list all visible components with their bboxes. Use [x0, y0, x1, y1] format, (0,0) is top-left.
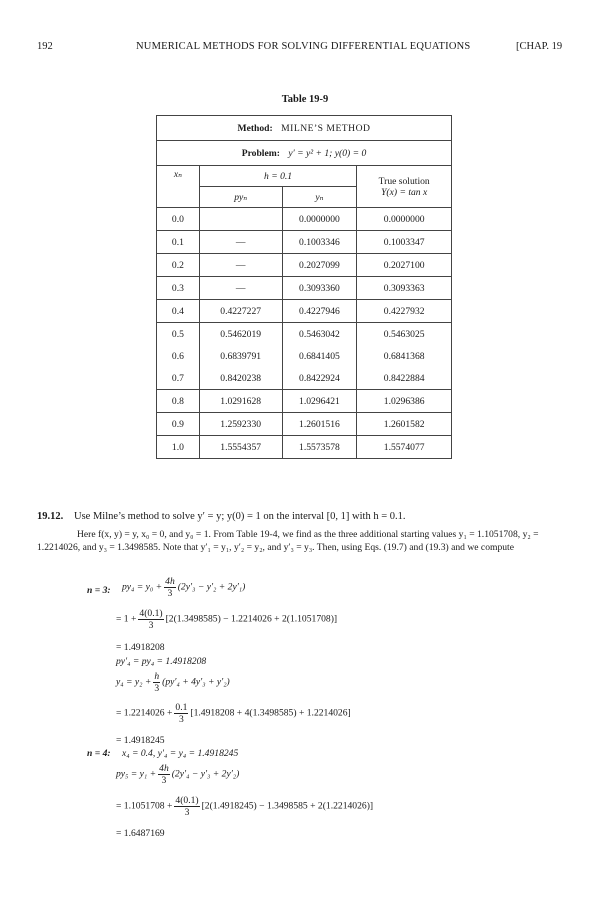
- n3-y4-equation: y₄ = y₂ + $\frac{h}{3}$ (py′₄ + 4y′₃ + y′₂): [116, 671, 230, 694]
- row-py-cell: [199, 208, 282, 231]
- row-true-cell: 0.4227932: [357, 300, 452, 323]
- running-title: NUMERICAL METHODS FOR SOLVING DIFFERENTIAL EQUATIONS: [136, 41, 471, 52]
- chapter-label: [CHAP. 19: [516, 41, 563, 52]
- n3-substitution: = 1 + $\frac{4(0.1)}{3}$ [2(1.3498585) − 1.2214026 + 2(1.1051708)]: [116, 608, 338, 631]
- row-true-cell: 0.3093363: [357, 277, 452, 300]
- table-row: [157, 323, 452, 346]
- true-solution-formula: Y(x) = tan x: [381, 186, 428, 198]
- row-y-cell: 1.0296421: [282, 390, 357, 413]
- row-py-cell: 0.5462019: [199, 323, 282, 346]
- n4-substitution: = 1.1051708 + $\frac{4(0.1)}{3}$ [2(1.4918245) − 1.3498585 + 2(1.2214026)]: [116, 795, 374, 818]
- row-true-cell: 1.5574077: [357, 436, 452, 459]
- method-value: MILNE’S METHOD: [281, 122, 371, 134]
- problem-statement: Use Milne’s method to solve y′ = y; y(0) = 1 on the interval [0, 1] with h = 0.1.: [74, 511, 406, 522]
- col-header-h: h = 0.1: [199, 166, 357, 187]
- n3-py4-result: = 1.4918208: [116, 642, 165, 653]
- row-py-cell: 1.0291628: [199, 390, 282, 413]
- table-caption: Table 19-9: [281, 94, 329, 105]
- n4-label: n = 4:: [87, 748, 111, 759]
- table-row: [157, 231, 452, 254]
- row-x-cell: 0.5: [157, 323, 200, 346]
- row-true-cell: 0.8422884: [357, 367, 452, 390]
- problem-paragraph: Here f(x, y) = y, x₀ = 0, and y₀ = 1. From Table 19-4, we find as the three additional starting values y₁ = 1.1051708, y₂ = 1.2214026, and y₃ = 1.3498585. Note that y′₁ = y₁, y′₂ = y₂, and y′₃ = y₃. Then, using Eqs. (19.7) and (19.3) and we compute: [37, 529, 539, 553]
- row-true-cell: 0.5463025: [357, 323, 452, 346]
- col-header-y: yₙ: [282, 187, 357, 208]
- method-label: Method:: [237, 122, 273, 134]
- problem-cell: [157, 141, 452, 166]
- table-row: [157, 254, 452, 277]
- row-true-cell: 0.2027100: [357, 254, 452, 277]
- row-y-cell: 0.3093360: [282, 277, 357, 300]
- true-solution-label: True solution: [378, 175, 430, 187]
- table-row: [157, 277, 452, 300]
- problem-value: y′ = y² + 1; y(0) = 0: [288, 147, 367, 159]
- row-y-cell: 0.1003346: [282, 231, 357, 254]
- row-x-cell: 0.1: [157, 231, 200, 254]
- row-py-cell: 1.2592330: [199, 413, 282, 436]
- table-row: [157, 413, 452, 436]
- problem-number: 19.12.: [37, 511, 64, 522]
- row-y-cell: 0.0000000: [282, 208, 357, 231]
- row-y-cell: 0.2027099: [282, 254, 357, 277]
- row-py-cell: —: [199, 231, 282, 254]
- row-x-cell: 0.9: [157, 413, 200, 436]
- row-x-cell: 0.0: [157, 208, 200, 231]
- col-header-py: pyₙ: [199, 187, 282, 208]
- table-row: [157, 208, 452, 231]
- row-x-cell: 1.0: [157, 436, 200, 459]
- row-py-cell: 0.4227227: [199, 300, 282, 323]
- row-x-cell: 0.8: [157, 390, 200, 413]
- table-row: [157, 436, 452, 459]
- table-row: [157, 345, 452, 367]
- table-row: [157, 390, 452, 413]
- col-header-x: xₙ: [157, 166, 200, 208]
- milne-results-table: [156, 115, 452, 459]
- table-row: [157, 367, 452, 390]
- row-true-cell: 1.0296386: [357, 390, 452, 413]
- row-py-cell: —: [199, 277, 282, 300]
- row-x-cell: 0.3: [157, 277, 200, 300]
- row-py-cell: 0.8420238: [199, 367, 282, 390]
- row-y-cell: 0.5463042: [282, 323, 357, 346]
- n3-py4-prime: py′₄ = py₄ = 1.4918208: [116, 656, 207, 667]
- row-true-cell: 0.0000000: [357, 208, 452, 231]
- n3-y4-result: = 1.4918245: [116, 735, 165, 746]
- row-x-cell: 0.2: [157, 254, 200, 277]
- row-true-cell: 0.1003347: [357, 231, 452, 254]
- row-y-cell: 0.4227946: [282, 300, 357, 323]
- n3-py4-equation: py₄ = y₀ + $\frac{4h}{3}$ (2y′₃ − y′₂ + 2y′₁): [122, 576, 246, 599]
- row-y-cell: 0.8422924: [282, 367, 357, 390]
- row-y-cell: 0.6841405: [282, 345, 357, 367]
- row-x-cell: 0.4: [157, 300, 200, 323]
- n3-label: n = 3:: [87, 585, 111, 596]
- n4-py5-result: = 1.6487169: [116, 828, 165, 839]
- row-py-cell: —: [199, 254, 282, 277]
- row-x-cell: 0.6: [157, 345, 200, 367]
- problem-label: Problem:: [241, 147, 280, 159]
- n4-py5-equation: py₅ = y₁ + $\frac{4h}{3}$ (2y′₄ − y′₃ + 2y′₂): [116, 763, 240, 786]
- row-py-cell: 1.5554357: [199, 436, 282, 459]
- table-row: [157, 300, 452, 323]
- page-number: 192: [37, 41, 53, 52]
- row-true-cell: 1.2601582: [357, 413, 452, 436]
- row-y-cell: 1.5573578: [282, 436, 357, 459]
- row-true-cell: 0.6841368: [357, 345, 452, 367]
- row-py-cell: 0.6839791: [199, 345, 282, 367]
- row-y-cell: 1.2601516: [282, 413, 357, 436]
- method-cell: [157, 116, 452, 141]
- n4-values: x₄ = 0.4, y′₄ = y₄ = 1.4918245: [122, 748, 239, 759]
- n3-corrector-substitution: = 1.2214026 + $\frac{0.1}{3}$ [1.4918208 + 4(1.3498585) + 1.2214026]: [116, 702, 351, 725]
- col-header-true: [357, 166, 452, 208]
- row-x-cell: 0.7: [157, 367, 200, 390]
